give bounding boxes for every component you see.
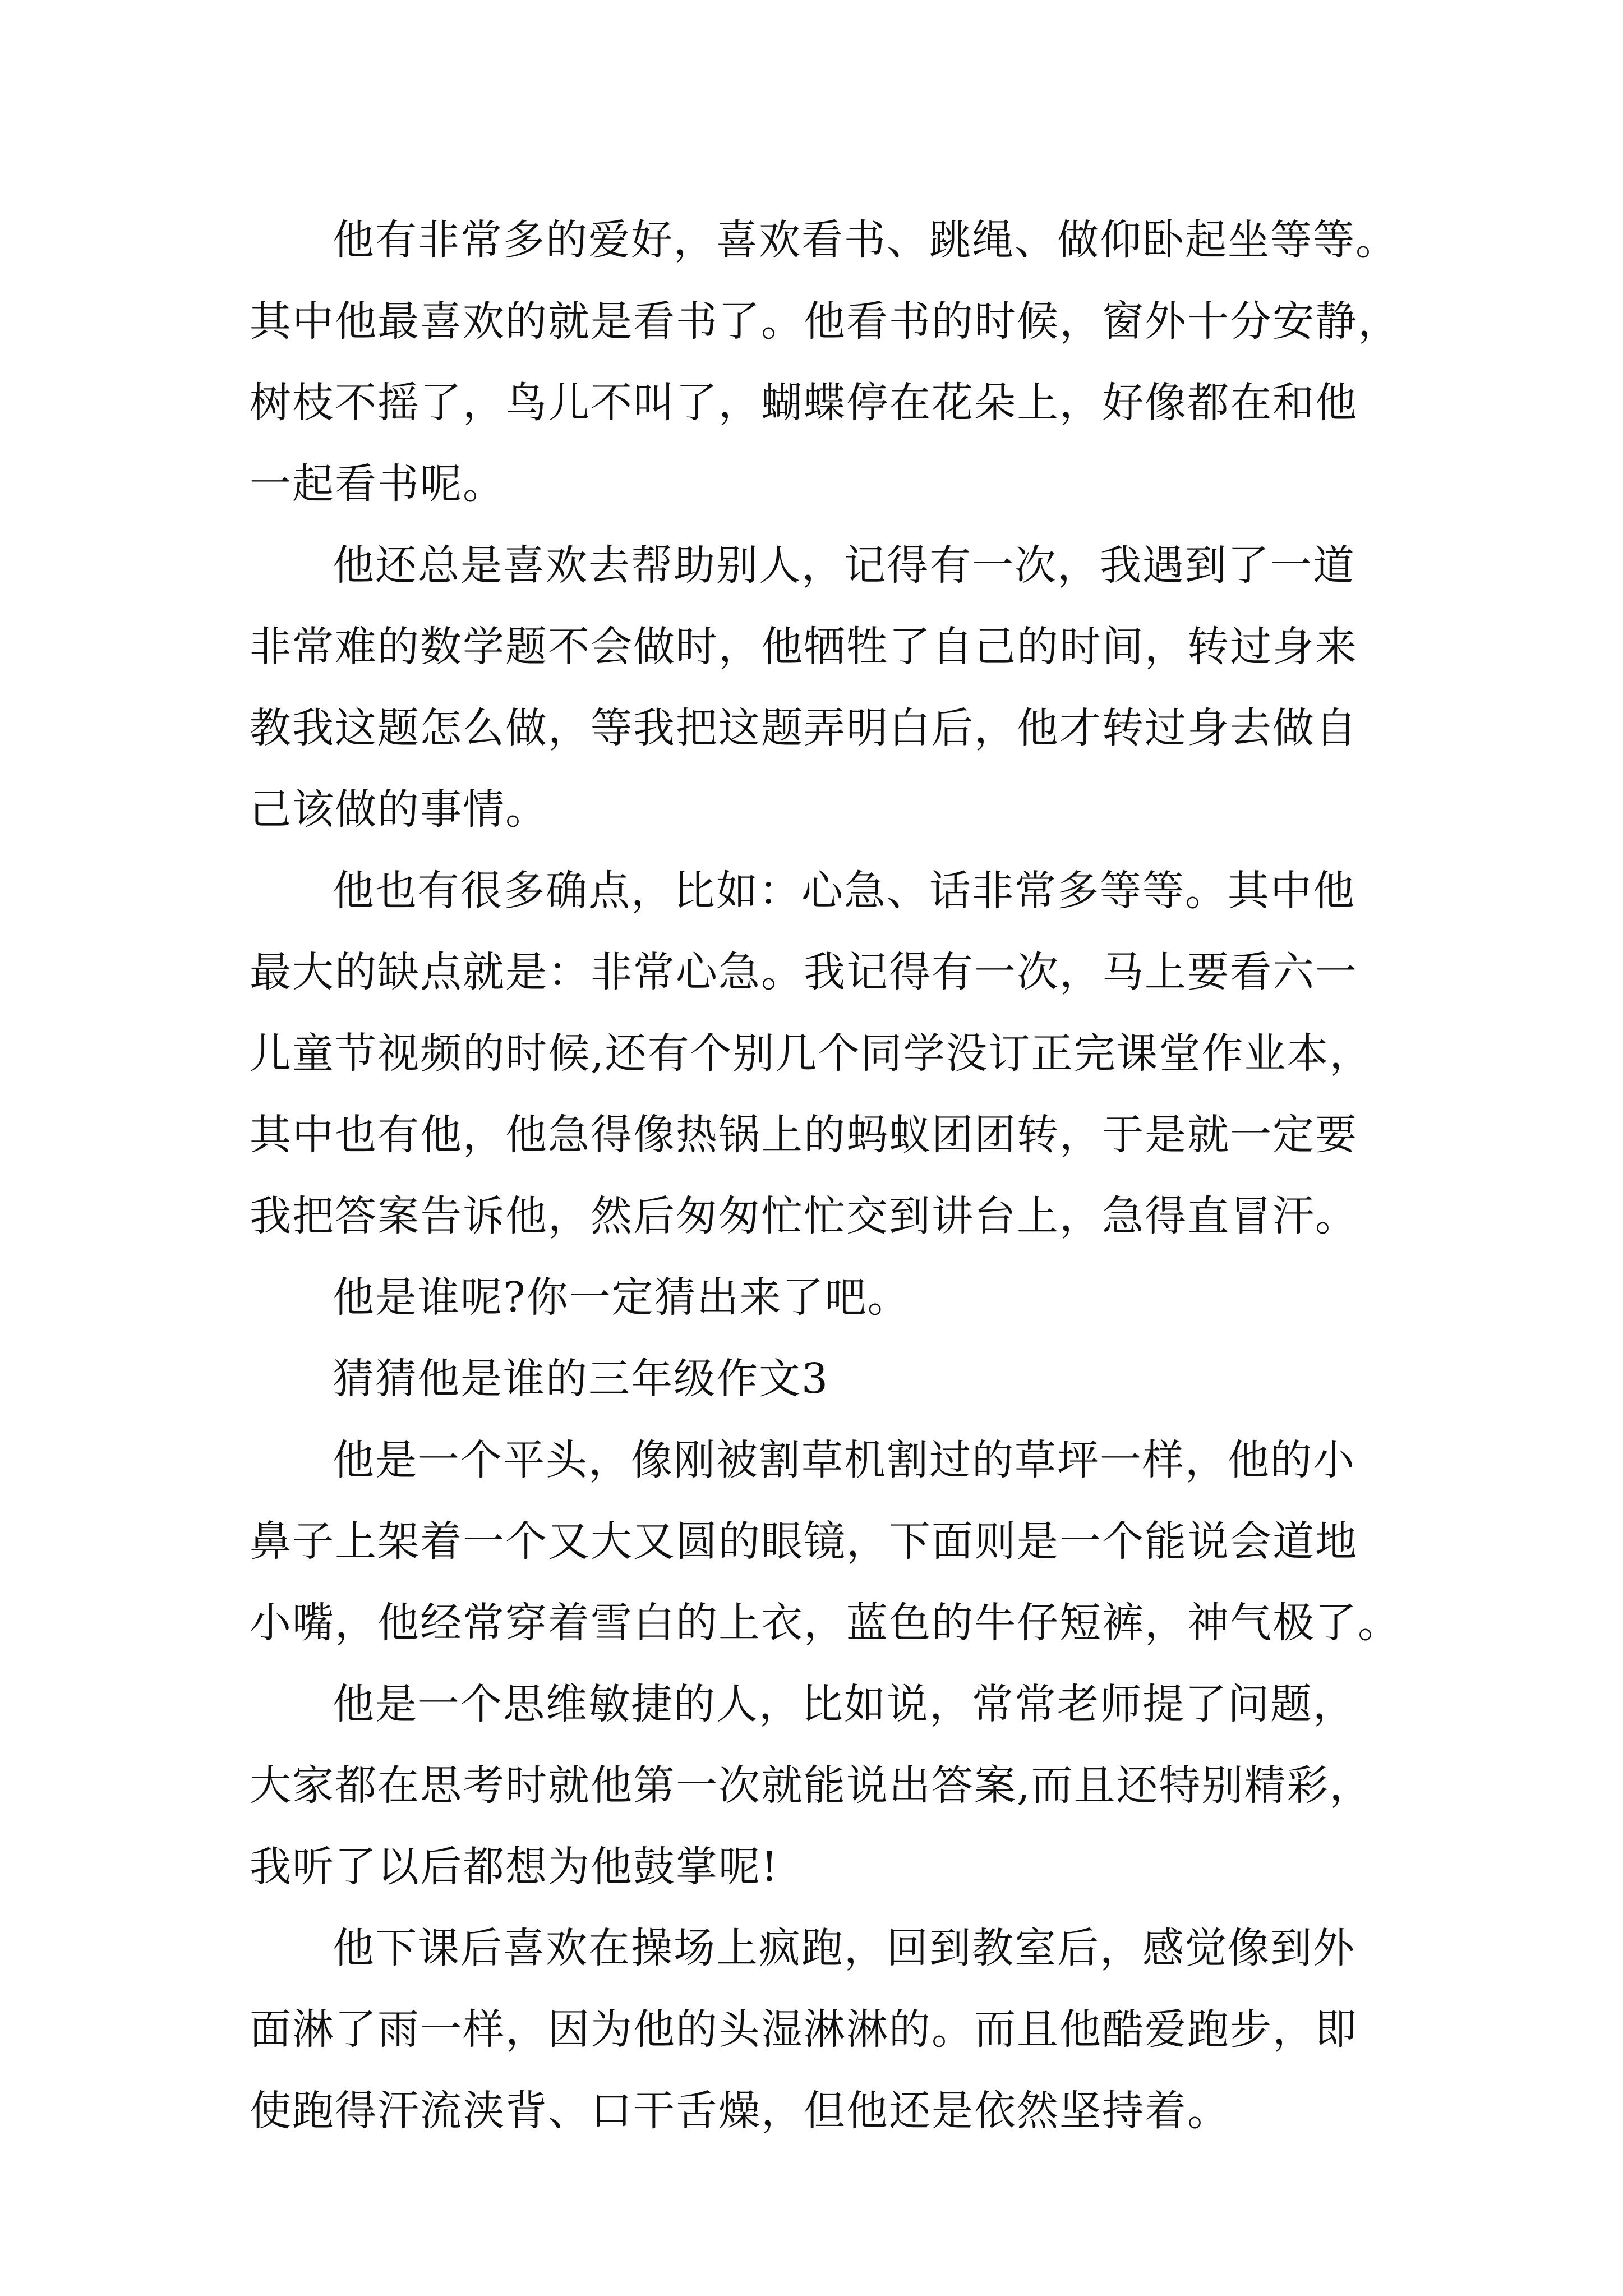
text-line: 他是一个平头，像刚被割草机割过的草坪一样，他的小 [333, 1436, 1355, 1484]
essay-title: 猜猜他是谁的三年级作文3 [333, 1355, 829, 1403]
essay-body [250, 200, 1400, 2152]
text-line: 他有非常多的爱好，喜欢看书、跳绳、做仰卧起坐等等。 [333, 216, 1398, 264]
text-line: 他是一个思维敏捷的人，比如说，常常老师提了问题， [333, 1680, 1355, 1728]
paragraph-question [250, 1257, 1394, 1338]
text-line: 鼻子上架着一个又大又圆的眼镜，下面则是一个能说会道地 [250, 1517, 1358, 1566]
text-line: 他是谁呢?你一定猜出来了吧。 [333, 1273, 910, 1322]
paragraph-running [250, 1908, 1394, 2152]
text-line: 小嘴，他经常穿着雪白的上衣，蓝色的牛仔短裤，神气极了。 [250, 1599, 1400, 1647]
text-line: 我把答案告诉他，然后匆匆忙忙交到讲台上，急得直冒汗。 [250, 1192, 1358, 1240]
text-line: 非常难的数学题不会做时，他牺牲了自己的时间，转过身来 [250, 623, 1358, 671]
paragraph-hobbies [250, 200, 1400, 525]
text-line: 大家都在思考时就他第一次就能说出答案,而且还特别精彩， [250, 1761, 1372, 1810]
text-line: 其中他最喜欢的就是看书了。他看书的时候，窗外十分安静， [250, 297, 1400, 346]
text-line: 我听了以后都想为他鼓掌呢! [250, 1843, 779, 1891]
paragraph-quick-thinking [250, 1664, 1394, 1908]
section-heading [250, 1338, 1394, 1420]
text-line: 己该做的事情。 [250, 785, 548, 834]
paragraph-appearance [250, 1420, 1400, 1664]
text-line: 儿童节视频的时候,还有个别几个同学没订正完课堂作业本， [250, 1029, 1372, 1078]
text-line: 最大的缺点就是：非常心急。我记得有一次，马上要看六一 [250, 948, 1358, 996]
text-line: 使跑得汗流浃背、口干舌燥，但他还是依然坚持着。 [250, 2087, 1230, 2135]
paragraph-shortcomings [250, 850, 1394, 1257]
text-line: 一起看书呢。 [250, 460, 505, 508]
text-line: 他也有很多确点，比如：心急、话非常多等等。其中他 [333, 867, 1355, 915]
text-line: 教我这题怎么做，等我把这题弄明白后，他才转过身去做自 [250, 704, 1358, 752]
text-line: 面淋了雨一样，因为他的头湿淋淋的。而且他酷爱跑步，即 [250, 2005, 1358, 2054]
paragraph-helping [250, 525, 1394, 850]
text-line: 他还总是喜欢去帮助别人，记得有一次，我遇到了一道 [333, 541, 1355, 590]
text-line: 他下课后喜欢在操场上疯跑，回到教室后，感觉像到外 [333, 1924, 1355, 1972]
text-line: 其中也有他，他急得像热锅上的蚂蚁团团转，于是就一定要 [250, 1111, 1358, 1159]
text-line: 树枝不摇了，鸟儿不叫了，蝴蝶停在花朵上，好像都在和他 [250, 379, 1358, 427]
